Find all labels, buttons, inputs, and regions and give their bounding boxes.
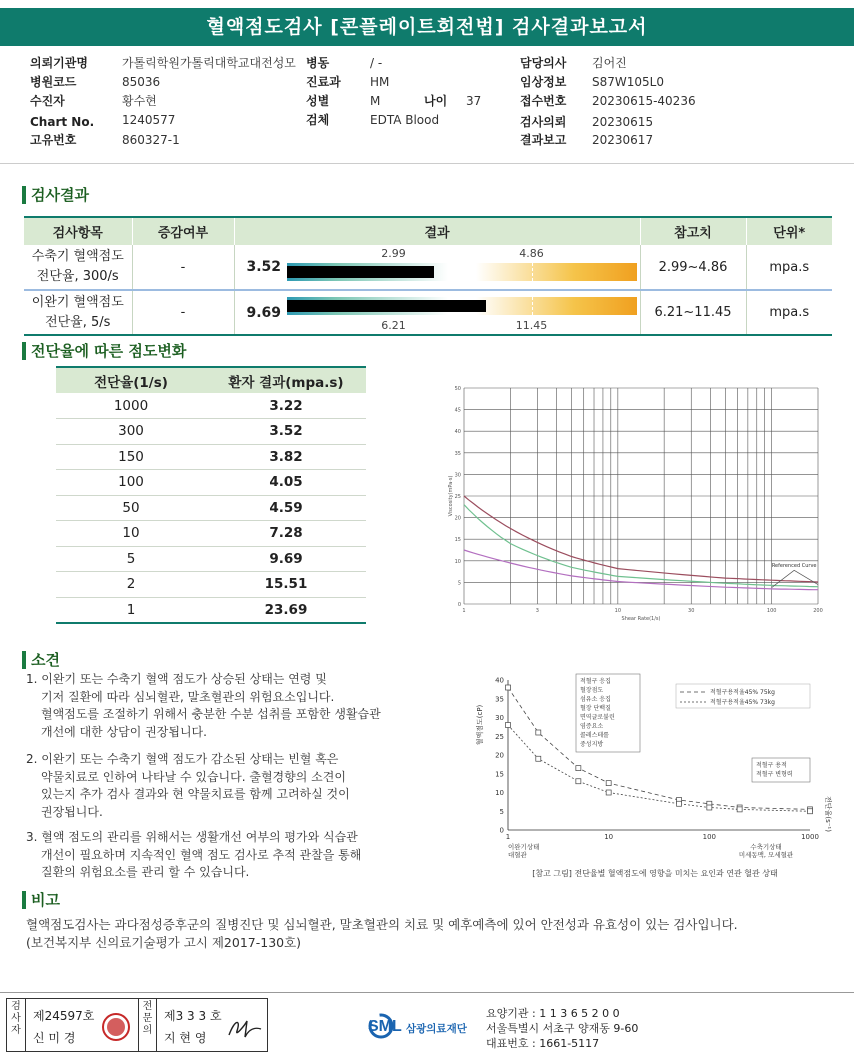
org-code: 요양기관 : 1 1 3 6 5 2 0 0 <box>486 1007 620 1020</box>
shear-rate-value: 300 <box>56 419 206 445</box>
org-address: 서울특별시 서초구 양재동 9-60 <box>486 1022 639 1035</box>
ref-high-marker <box>532 297 533 315</box>
age-label: 나이 <box>424 94 448 108</box>
shear-rate-value: 10 <box>56 521 206 547</box>
tester-seal <box>101 1012 131 1042</box>
result-level-bar <box>287 266 434 278</box>
patient-result-value: 7.28 <box>206 521 366 547</box>
age-value: 37 <box>466 94 482 108</box>
x-tick-label: 3 <box>535 608 539 614</box>
logo-text: SML <box>368 1018 402 1035</box>
x-tick-label: 10 <box>614 608 622 614</box>
result-level-bar <box>287 300 487 312</box>
test-item-line: 전단율, 5/s <box>45 314 111 330</box>
remarks-section-title: 비고 <box>22 890 60 910</box>
test-item-line: 수축기 혈액점도 <box>31 249 124 264</box>
specialist-label: 전문의 <box>138 999 157 1051</box>
footer-divider <box>0 992 854 993</box>
y-tick-label: 25 <box>495 732 504 741</box>
factor-label: 중성지방 <box>580 741 604 748</box>
factor-label: 적혈구 응집 <box>580 678 611 685</box>
table-row <box>56 572 366 598</box>
y-tick-label: 25 <box>454 494 461 500</box>
report-title: 혈액점도검사 [콘플레이트회전법] 검사결과보고서 <box>0 8 854 46</box>
y-tick-label: 30 <box>454 472 461 479</box>
comment-line: 3. 혈액 점도의 관리를 위해서는 생활개선 여부의 평가와 식습관 <box>26 830 358 844</box>
factor-label: 섬유소 응집 <box>580 696 611 703</box>
comment-line: 기저 질환에 따라 심뇌혈관, 말초혈관의 위험요소입니다. <box>41 689 335 704</box>
patient-result-value: 23.69 <box>206 597 366 623</box>
ward-label: 병동 <box>306 56 330 70</box>
table-row <box>56 546 366 572</box>
tester-label: 검사자 <box>7 999 26 1051</box>
shear-rate-value: 5 <box>56 546 206 572</box>
data-point <box>576 779 581 784</box>
specialist-license: 제3 3 3 호 <box>164 1009 222 1023</box>
x-tick-label: 1 <box>505 833 511 841</box>
table-row <box>56 393 366 419</box>
data-point <box>737 807 742 812</box>
institution-label: 의뢰기관명 <box>30 56 88 70</box>
y-tick-label: 15 <box>495 770 504 779</box>
specialist-name: 지 현 영 <box>164 1031 207 1045</box>
x-tick-label: 200 <box>813 608 823 614</box>
patient-result-value: 4.05 <box>206 470 366 496</box>
table-row <box>24 245 832 290</box>
legend-label: 적혈구용적율45% 73kg <box>710 699 775 706</box>
results-section-title: 검사결과 <box>22 185 89 205</box>
sex-value: M <box>370 94 381 108</box>
comment-paragraph-1 <box>26 671 381 741</box>
x-annotation: 이완기상태 <box>508 843 540 851</box>
data-point <box>808 809 813 814</box>
factor-label: 면역글로불린 <box>580 714 615 721</box>
doctor-label: 담당의사 <box>520 56 567 70</box>
result-cell <box>234 290 640 335</box>
patient-result-value: 3.52 <box>206 419 366 445</box>
patient-value: 황수현 <box>122 94 157 108</box>
viscosity-curve-chart <box>446 382 826 632</box>
factor-label: 혈장점도 <box>580 687 604 694</box>
remarks-line: 혈액점도검사는 과다점성증후군의 질병진단 및 심뇌혈관, 말초혈관의 치료 및 예후예측에 있어 안전성과 유효성이 있는 검사입니다. <box>26 917 738 932</box>
patient-result-value: 3.22 <box>206 393 366 419</box>
table-row <box>56 597 366 623</box>
x-tick-label: 10 <box>604 833 614 841</box>
hospital-code-label: 병원코드 <box>30 75 77 89</box>
unique-value: 860327-1 <box>122 133 180 147</box>
unit-value: mpa.s <box>746 245 832 290</box>
x-axis-label: Shear Rate(1/s) <box>621 616 661 622</box>
comment-line: 개선이 필요하며 지속적인 혈액 점도 검사로 추적 관찰을 통해 <box>41 847 362 862</box>
comment-section-title: 소견 <box>22 650 60 670</box>
reported-value: 20230617 <box>592 133 654 147</box>
patient-result-value: 3.82 <box>206 444 366 470</box>
chart-no-label: Chart No. <box>30 115 95 129</box>
receipt-value: 20230615-40236 <box>592 94 696 108</box>
y-tick-label: 40 <box>454 429 461 436</box>
ref-high-tick-label: 11.45 <box>515 319 548 332</box>
shear-rate-table <box>56 366 366 624</box>
data-point <box>506 685 511 690</box>
y-tick-label: 40 <box>495 676 504 685</box>
comment-line: 개선에 대한 상담이 권장됩니다. <box>41 724 207 739</box>
result-value: 3.52 <box>246 259 282 275</box>
result-bar <box>287 245 637 290</box>
x-tick-label: 30 <box>688 608 695 614</box>
ref-high-marker <box>532 263 533 281</box>
sex-label: 성별 <box>306 94 330 108</box>
y-tick-label: 10 <box>495 789 504 797</box>
y-tick-label: 45 <box>454 407 461 414</box>
ward-value: / - <box>370 56 383 70</box>
clinical-value: S87W105L0 <box>592 75 664 89</box>
tester-name: 신 미 경 <box>33 1031 76 1045</box>
footer <box>0 996 854 1056</box>
shear-rate-value: 2 <box>56 572 206 598</box>
factor-label: 콜레스테롤 <box>580 732 609 739</box>
data-point <box>707 805 712 810</box>
sml-logo <box>366 1004 486 1044</box>
patient-result-value: 4.59 <box>206 495 366 521</box>
table-row <box>56 470 366 496</box>
annotation-pointer <box>772 570 818 587</box>
data-point <box>536 756 541 761</box>
patient-result-value: 15.51 <box>206 572 366 598</box>
reported-label: 결과보고 <box>520 133 567 147</box>
comment-paragraph-3 <box>26 829 361 882</box>
result-value: 9.69 <box>246 305 282 321</box>
result-cell <box>234 245 640 290</box>
doctor-value: 김어진 <box>592 56 627 70</box>
results-header-result: 결과 <box>234 217 640 245</box>
requested-value: 20230615 <box>592 115 654 129</box>
y2-axis-label: 전단율(s⁻¹) <box>824 796 832 832</box>
specimen-label: 검체 <box>306 113 330 127</box>
table-row <box>56 419 366 445</box>
table-row <box>56 444 366 470</box>
x-tick-label: 1000 <box>801 833 819 841</box>
receipt-label: 접수번호 <box>520 94 567 108</box>
results-table <box>24 216 832 336</box>
chart-no-value: 1240577 <box>122 113 176 127</box>
ref-low-tick-label: 2.99 <box>381 247 406 260</box>
ref-low-tick-label: 6.21 <box>381 319 406 332</box>
y-tick-label: 5 <box>457 580 461 587</box>
change-value: - <box>132 290 234 335</box>
test-item-name <box>24 290 132 335</box>
tester-license: 제24597호 <box>33 1009 95 1023</box>
org-phone: 대표번호 : 1661-5117 <box>486 1037 600 1050</box>
signature-box <box>6 998 268 1052</box>
unique-label: 고유번호 <box>30 133 77 147</box>
patient-result-header: 환자 결과(mpa.s) <box>206 367 366 393</box>
y-tick-label: 15 <box>454 537 461 544</box>
logo-org-name: 삼광의료재단 <box>406 1023 467 1035</box>
data-point <box>606 781 611 786</box>
x-annotation: 수축기상태 <box>750 843 782 851</box>
clinical-label: 임상정보 <box>520 75 567 89</box>
dept-value: HM <box>370 75 390 89</box>
y-tick-label: 35 <box>454 450 461 457</box>
y-tick-label: 20 <box>454 515 461 522</box>
comment-line: 약물치료로 인하여 나타날 수 있습니다. 출혈경향의 소견이 <box>41 769 346 784</box>
x-annotation: 대혈관 <box>508 851 527 859</box>
test-item-line: 전단율, 300/s <box>36 269 119 284</box>
results-header-item: 검사항목 <box>24 217 132 245</box>
reference-range: 6.21~11.45 <box>640 290 746 335</box>
y-tick-label: 0 <box>499 826 504 835</box>
shear-rate-header: 전단율(1/s) <box>56 367 206 393</box>
change-value: - <box>132 245 234 290</box>
y-tick-label: 30 <box>495 714 504 722</box>
y-axis-label: 혈액점도(cP) <box>476 704 484 746</box>
y-tick-label: 50 <box>454 386 461 392</box>
test-item-line: 이완기 혈액점도 <box>31 294 124 310</box>
results-header-unit: 단위* <box>746 217 832 245</box>
specimen-value: EDTA Blood <box>370 113 440 127</box>
reference-range: 2.99~4.86 <box>640 245 746 290</box>
y-tick-label: 5 <box>499 807 504 816</box>
table-row <box>56 495 366 521</box>
y-tick-label: 35 <box>495 695 504 704</box>
comment-line: 2. 이완기 또는 수축기 혈액 점도가 감소된 상태는 빈혈 혹은 <box>26 752 339 766</box>
data-point <box>506 723 511 728</box>
specialist-signature <box>225 1015 265 1041</box>
viscosity-section-title: 전단율에 따른 점도변화 <box>22 341 186 361</box>
unit-value: mpa.s <box>746 290 832 335</box>
reference-figure-chart <box>470 664 840 886</box>
remarks-text <box>26 916 738 952</box>
patient-label: 수진자 <box>30 94 65 108</box>
annotation-label: Referenced Curve <box>771 562 817 569</box>
factor-label: 염증요소 <box>580 723 604 730</box>
x-tick-label: 100 <box>702 833 717 841</box>
comment-line: 질환의 위험요소를 관리 할 수 있습니다. <box>41 865 250 879</box>
x-tick-label: 100 <box>766 608 777 614</box>
comment-line: 있는지 추가 검사 결과와 현 약물치료를 함께 고려하실 것이 <box>41 787 350 801</box>
figure-caption: [참고 그림] 전단율별 혈액점도에 영향을 미치는 요인과 연관 혈관 상태 <box>532 869 778 878</box>
legend-label: 적혈구용적율45% 75kg <box>710 689 775 696</box>
patient-result-value: 9.69 <box>206 546 366 572</box>
organization-info <box>486 1006 638 1051</box>
shear-rate-value: 50 <box>56 495 206 521</box>
results-header-change: 증감여부 <box>132 217 234 245</box>
factor-label: 적혈구 변형력 <box>756 771 793 778</box>
requested-label: 검사의뢰 <box>520 115 567 129</box>
comment-paragraph-2 <box>26 751 350 821</box>
hospital-code-value: 85036 <box>122 75 161 89</box>
divider <box>0 163 854 164</box>
data-point <box>677 801 682 806</box>
data-point <box>606 790 611 795</box>
y-tick-label: 20 <box>495 751 504 760</box>
table-row <box>56 521 366 547</box>
shear-rate-value: 1 <box>56 597 206 623</box>
table-row <box>24 290 832 335</box>
shear-rate-value: 1000 <box>56 393 206 419</box>
y-axis-label: Viscosity(mPa·s) <box>448 475 454 517</box>
comment-line: 권장됩니다. <box>41 804 103 819</box>
results-header-reference: 참고치 <box>640 217 746 245</box>
x-tick-label: 1 <box>462 608 466 614</box>
shear-rate-value: 150 <box>56 444 206 470</box>
y-tick-label: 0 <box>457 602 461 608</box>
factor-label: 적혈구 용적 <box>756 762 787 769</box>
ref-high-tick-label: 4.86 <box>519 247 544 260</box>
data-point <box>536 730 541 735</box>
x-annotation: 미세동맥, 모세혈관 <box>738 851 794 859</box>
remarks-line: (보건복지부 신의료기술평가 고시 제2017-130호) <box>26 935 302 950</box>
data-point <box>576 766 581 771</box>
shear-rate-value: 100 <box>56 470 206 496</box>
dept-label: 진료과 <box>306 75 341 89</box>
factor-label: 혈장 단백질 <box>580 705 611 712</box>
institution-value: 가톨릭학원가톨릭대학교대전성모 <box>122 56 296 70</box>
test-item-name <box>24 245 132 290</box>
shear-rate-rows <box>56 393 366 623</box>
result-bar <box>287 291 637 336</box>
patient-info <box>0 54 854 154</box>
comment-line: 1. 이완기 또는 수축기 혈액 점도가 상승된 상태는 연령 및 <box>26 672 327 686</box>
comment-line: 혈액점도를 조절하기 위해서 충분한 수분 섭취를 포함한 생활습관 <box>41 707 381 721</box>
y-tick-label: 10 <box>454 558 461 565</box>
